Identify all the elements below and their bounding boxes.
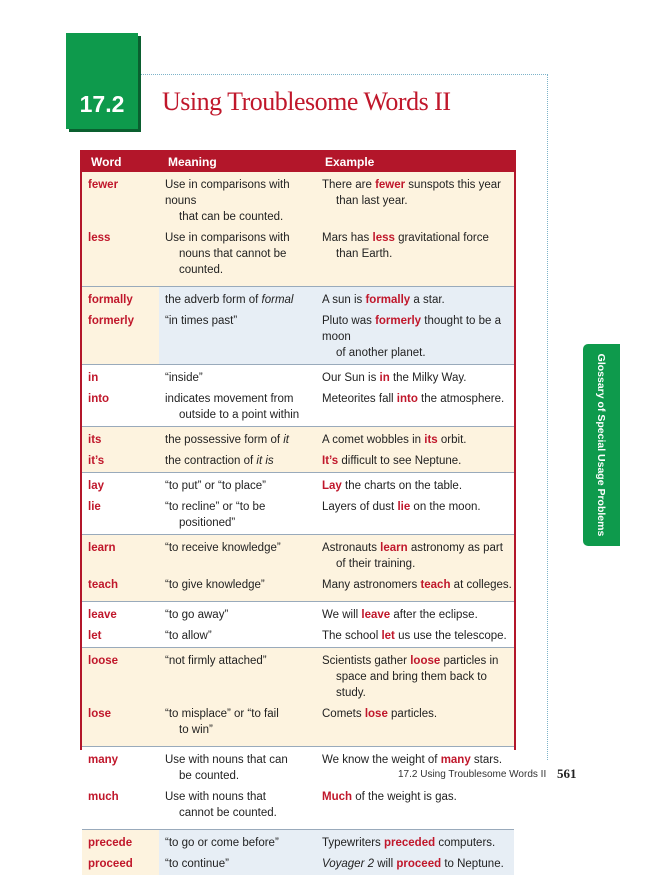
word-cell <box>82 287 159 312</box>
table-row <box>82 854 514 875</box>
highlighted-word: fewer <box>375 179 406 191</box>
word-cell <box>82 830 159 855</box>
example-text: Our Sun is <box>322 372 380 384</box>
example-text: We know the weight of <box>322 754 441 766</box>
example-cell <box>316 787 514 830</box>
meaning-cell <box>159 575 316 602</box>
word-cell <box>82 854 159 875</box>
top-rule <box>137 74 548 75</box>
highlighted-word: formerly <box>375 315 422 327</box>
example-cell <box>316 602 514 627</box>
meaning-cell <box>159 602 316 627</box>
example-cell <box>316 473 514 498</box>
meaning-line: “to put” or “to place” <box>165 480 266 492</box>
example-line <box>322 789 512 805</box>
table-row <box>82 648 514 705</box>
highlighted-word: It’s <box>322 455 339 467</box>
table-row <box>82 473 514 498</box>
word-cell <box>82 602 159 627</box>
running-head: 17.2 Using Troublesome Words II <box>398 769 547 780</box>
word-cell <box>82 451 159 473</box>
meaning-cell <box>159 626 316 648</box>
example-line <box>322 246 512 262</box>
example-line <box>322 313 512 345</box>
page-title: Using Troublesome Words II <box>162 87 451 116</box>
example-cell <box>316 747 514 788</box>
meaning-line: the possessive form of it <box>165 434 289 446</box>
example-text: Scientists gather <box>322 655 411 667</box>
example-text: of their training. <box>336 558 416 570</box>
example-line <box>322 478 512 494</box>
meaning-line: outside to a point within <box>179 409 300 421</box>
example-line <box>322 669 512 701</box>
highlighted-word: lie <box>397 501 411 513</box>
meaning-line: Use in comparisons with nouns <box>165 179 290 207</box>
table-row <box>82 228 514 287</box>
word-cell <box>82 473 159 498</box>
meaning-cell <box>159 311 316 365</box>
usage-word: it’s <box>88 455 105 467</box>
highlighted-word: less <box>372 232 395 244</box>
usage-word: in <box>88 372 99 384</box>
word-cell <box>82 172 159 228</box>
meaning-line: cannot be counted. <box>179 807 277 819</box>
example-text: A sun is <box>322 294 366 306</box>
word-cell <box>82 497 159 535</box>
highlighted-word: learn <box>380 542 408 554</box>
example-line <box>322 292 512 308</box>
highlighted-word: leave <box>361 609 391 621</box>
example-text: gravitational force <box>394 232 489 244</box>
example-text: after the eclipse. <box>390 609 478 621</box>
example-cell <box>316 427 514 452</box>
usage-word: let <box>88 630 102 642</box>
usage-word: fewer <box>88 179 119 191</box>
table-row <box>82 626 514 648</box>
example-text: stars. <box>470 754 503 766</box>
word-cell <box>82 427 159 452</box>
example-text: sunspots this year <box>405 179 501 191</box>
usage-word: into <box>88 393 110 405</box>
meaning-line: “not firmly attached” <box>165 655 267 667</box>
meaning-line: “to allow” <box>165 630 212 642</box>
example-cell <box>316 365 514 390</box>
example-text: Mars has <box>322 232 373 244</box>
word-cell <box>82 787 159 830</box>
meaning-cell <box>159 451 316 473</box>
highlighted-word: many <box>440 754 471 766</box>
table-header-row <box>82 152 514 172</box>
meaning-cell <box>159 287 316 312</box>
meaning-cell <box>159 497 316 535</box>
table-row <box>82 575 514 602</box>
example-text: There are <box>322 179 376 191</box>
meaning-line: nouns that cannot be counted. <box>179 248 287 276</box>
example-text: Typewriters <box>322 837 384 849</box>
table-row <box>82 365 514 390</box>
meaning-line: “in times past” <box>165 315 238 327</box>
example-line <box>322 345 512 361</box>
meaning-line: Use with nouns that <box>165 791 267 803</box>
example-line <box>322 706 512 722</box>
word-cell <box>82 365 159 390</box>
meaning-line: “to receive knowledge” <box>165 542 281 554</box>
usage-word: many <box>88 754 119 766</box>
example-text: Layers of dust <box>322 501 398 513</box>
example-text: the Milky Way. <box>389 372 467 384</box>
word-cell <box>82 704 159 747</box>
highlighted-word: proceed <box>396 858 442 870</box>
table-row <box>82 704 514 747</box>
meaning-line: “to go or come before” <box>165 837 279 849</box>
word-cell <box>82 228 159 287</box>
meaning-line: the adverb form of formal <box>165 294 294 306</box>
example-cell <box>316 228 514 287</box>
table-row <box>82 172 514 228</box>
example-text: Meteorites fall <box>322 393 397 405</box>
example-line <box>322 628 512 644</box>
example-text: space and bring them back to study. <box>336 671 487 699</box>
usage-word: leave <box>88 609 117 621</box>
example-text: at colleges. <box>450 579 512 591</box>
meaning-line: “to misplace” or “to fail <box>165 708 279 720</box>
example-text: than Earth. <box>336 248 393 260</box>
meaning-line: “to continue” <box>165 858 229 870</box>
example-text: than last year. <box>336 195 408 207</box>
example-line <box>322 453 512 469</box>
example-text: particles in <box>440 655 499 667</box>
example-text: Many astronomers <box>322 579 421 591</box>
example-line <box>322 432 512 448</box>
table-row <box>82 427 514 452</box>
meaning-line: “to give knowledge” <box>165 579 265 591</box>
table-row <box>82 535 514 576</box>
meaning-line: to win” <box>179 724 213 736</box>
highlighted-word: Lay <box>322 480 342 492</box>
word-cell <box>82 311 159 365</box>
example-cell <box>316 854 514 875</box>
example-line <box>322 835 512 851</box>
example-text: Astronauts <box>322 542 381 554</box>
example-cell <box>316 535 514 576</box>
highlighted-word: in <box>379 372 390 384</box>
table-row <box>82 497 514 535</box>
meaning-line: the contraction of it is <box>165 455 274 467</box>
table-row <box>82 389 514 427</box>
example-cell <box>316 311 514 365</box>
example-cell <box>316 451 514 473</box>
section-number: 17.2 <box>79 91 125 117</box>
meaning-line: indicates movement from <box>165 393 294 405</box>
usage-word: loose <box>88 655 119 667</box>
example-text: Pluto was <box>322 315 376 327</box>
usage-word: precede <box>88 837 133 849</box>
word-cell <box>82 535 159 576</box>
table-row <box>82 787 514 830</box>
highlighted-word: Much <box>322 791 353 803</box>
meaning-cell <box>159 704 316 747</box>
example-cell <box>316 575 514 602</box>
usage-word: much <box>88 791 119 803</box>
example-line <box>322 177 512 193</box>
table-row <box>82 747 514 788</box>
word-cell <box>82 626 159 648</box>
meaning-line: “inside” <box>165 372 203 384</box>
usage-word: formally <box>88 294 133 306</box>
word-cell <box>82 389 159 427</box>
example-line <box>322 391 512 407</box>
example-cell <box>316 497 514 535</box>
example-line <box>322 540 512 556</box>
example-text: us use the telescope. <box>394 630 507 642</box>
example-text: to Neptune. <box>441 858 504 870</box>
example-cell <box>316 704 514 747</box>
example-text: We will <box>322 609 362 621</box>
word-cell <box>82 575 159 602</box>
highlighted-word: loose <box>410 655 441 667</box>
example-line <box>322 370 512 386</box>
example-text: a star. <box>410 294 445 306</box>
meaning-line: positioned” <box>179 517 236 529</box>
header-example: Example <box>316 152 514 172</box>
example-cell <box>316 287 514 312</box>
example-line <box>322 556 512 572</box>
example-text: orbit. <box>437 434 467 446</box>
example-line <box>322 653 512 669</box>
usage-word: lose <box>88 708 112 720</box>
meaning-cell <box>159 427 316 452</box>
example-text: The school <box>322 630 382 642</box>
meaning-line: Use in comparisons with <box>165 232 290 244</box>
table-row <box>82 830 514 855</box>
highlighted-word: preceded <box>384 837 436 849</box>
example-line <box>322 577 512 593</box>
meaning-cell <box>159 172 316 228</box>
highlighted-word: its <box>424 434 438 446</box>
example-cell <box>316 626 514 648</box>
example-text: on the moon. <box>410 501 481 513</box>
example-cell <box>316 830 514 855</box>
word-cell <box>82 747 159 788</box>
example-cell <box>316 172 514 228</box>
meaning-cell <box>159 473 316 498</box>
meaning-cell <box>159 228 316 287</box>
header-meaning: Meaning <box>159 152 316 172</box>
page-number: 561 <box>557 766 577 781</box>
example-text: of another planet. <box>336 347 426 359</box>
example-line <box>322 230 512 246</box>
meaning-cell <box>159 365 316 390</box>
example-text: Voyager 2 will <box>322 858 397 870</box>
meaning-line: Use with nouns that can <box>165 754 288 766</box>
example-line <box>322 752 512 768</box>
example-line <box>322 499 512 515</box>
meaning-cell <box>159 830 316 855</box>
highlighted-word: teach <box>420 579 451 591</box>
right-rule <box>547 74 548 760</box>
highlighted-word: let <box>381 630 395 642</box>
highlighted-word: lose <box>364 708 388 720</box>
word-cell <box>82 648 159 705</box>
example-text: particles. <box>387 708 438 720</box>
table-row <box>82 602 514 627</box>
table-row <box>82 287 514 312</box>
example-line <box>322 607 512 623</box>
usage-word: teach <box>88 579 119 591</box>
example-text: of the weight is gas. <box>352 791 457 803</box>
usage-word: learn <box>88 542 116 554</box>
example-line <box>322 856 512 872</box>
example-cell <box>316 389 514 427</box>
table-row <box>82 451 514 473</box>
example-text: A comet wobbles in <box>322 434 425 446</box>
example-text: astronomy as part <box>407 542 503 554</box>
example-text: Comets <box>322 708 365 720</box>
example-line <box>322 193 512 209</box>
example-cell <box>316 648 514 705</box>
highlighted-word: formally <box>365 294 411 306</box>
example-text: computers. <box>435 837 496 849</box>
usage-word: lay <box>88 480 104 492</box>
highlighted-word: into <box>396 393 418 405</box>
header-word: Word <box>82 152 159 172</box>
usage-word: less <box>88 232 111 244</box>
meaning-cell <box>159 787 316 830</box>
usage-word: formerly <box>88 315 135 327</box>
meaning-line: that can be counted. <box>179 211 284 223</box>
meaning-cell <box>159 747 316 788</box>
meaning-cell <box>159 648 316 705</box>
usage-word: proceed <box>88 858 133 870</box>
example-text: the charts on the table. <box>341 480 463 492</box>
table-row <box>82 311 514 365</box>
example-text: difficult to see Neptune. <box>338 455 462 467</box>
meaning-cell <box>159 389 316 427</box>
meaning-line: be counted. <box>179 770 240 782</box>
meaning-cell <box>159 854 316 875</box>
meaning-line: “to go away” <box>165 609 229 621</box>
usage-word: its <box>88 434 102 446</box>
meaning-line: “to recline” or “to be <box>165 501 266 513</box>
example-text: the atmosphere. <box>417 393 505 405</box>
usage-word: lie <box>88 501 101 513</box>
side-tab-label: Glossary of Special Usage Problems <box>595 353 607 537</box>
example-text: thought to be a moon <box>322 315 502 343</box>
meaning-cell <box>159 535 316 576</box>
